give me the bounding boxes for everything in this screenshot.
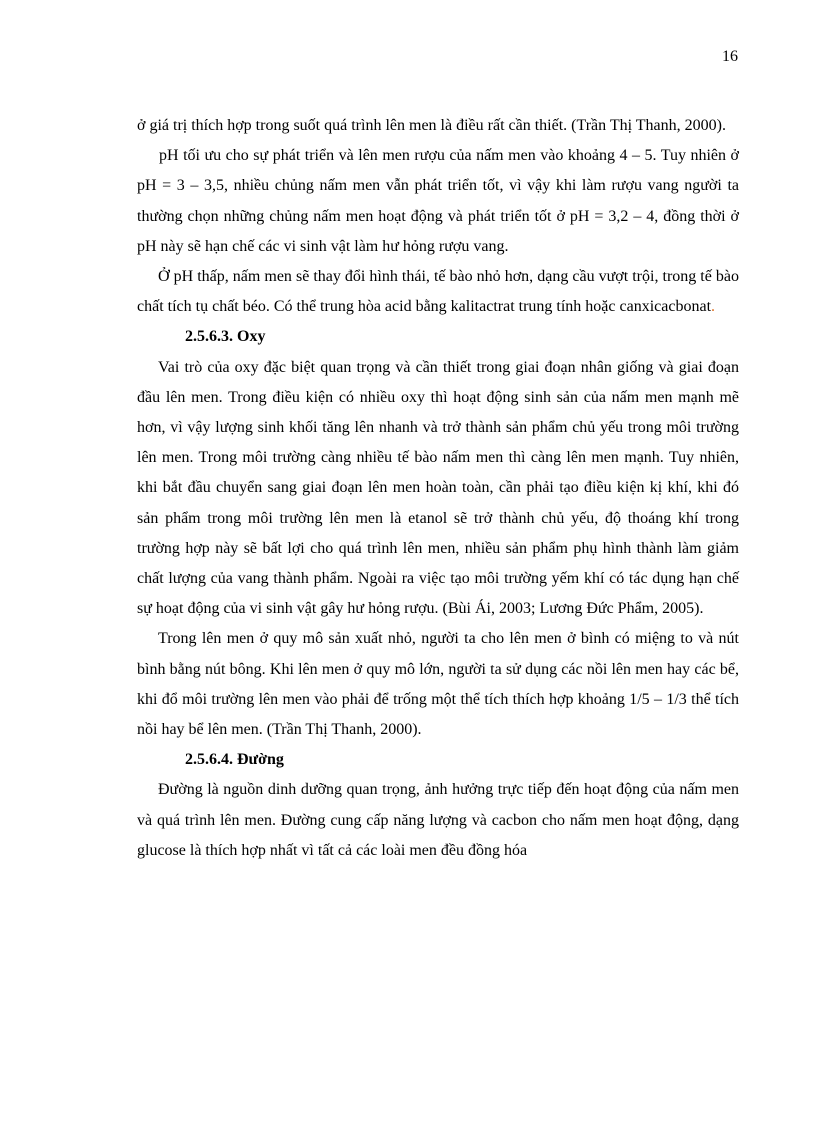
paragraph-fermentation-scale: Trong lên men ở quy mô sản xuất nhỏ, người ta cho lên men ở bình có miệng to và nút bình bằng nút bông. Khi lên men ở quy mô lớn, người ta sử dụng các nồi lên men hay các bể, khi đổ môi trường lên men vào phải để trống một thể tích thích hợp khoảng 1/5 – 1/3 thể tích nồi hay bể lên men. (Trần Thị Thanh, 2000). xyxy=(137,630,739,739)
section-heading-sugar: 2.5.6.4. Đường xyxy=(185,751,284,769)
section-heading-oxy: 2.5.6.3. Oxy xyxy=(185,328,266,346)
paragraph-low-ph xyxy=(137,262,739,322)
paragraph-low-ph-period: . xyxy=(711,298,716,316)
document-body xyxy=(137,111,739,866)
paragraph-oxy-role: Vai trò của oxy đặc biệt quan trọng và cần thiết trong giai đoạn nhân giống và giai đoạn đầu lên men. Trong điều kiện có nhiều oxy thì hoạt động sinh sản của nấm men mạnh mẽ hơn, vì vậy lượng sinh khối tăng lên nhanh và trở thành sản phẩm chủ yếu trong môi trường lên men. Trong môi trường càng nhiều tế bào nấm men thì càng lên men mạnh. Tuy nhiên, khi bắt đầu chuyển sang giai đoạn lên men hoàn toàn, cần phải tạo điều kiện kị khí, khi đó sản phẩm trong môi trường lên men là etanol sẽ trở thành chủ yếu, độ thoáng khí trong trường hợp này sẽ bất lợi cho quá trình lên men, nhiều sản phẩm phụ hình thành làm giảm chất lượng của vang thành phẩm. Ngoài ra việc tạo môi trường yếm khí có tác dụng hạn chế sự hoạt động của vi sinh vật gây hư hỏng rượu. (Bùi Ái, 2003; Lương Đức Phẩm, 2005). xyxy=(137,358,739,618)
paragraph-ph-optimum: pH tối ưu cho sự phát triển và lên men rượu của nấm men vào khoảng 4 – 5. Tuy nhiên ở pH = 3 – 3,5, nhiều chủng nấm men vẫn phát triển tốt, vì vậy khi làm rượu vang người ta thường chọn những chủng nấm men hoạt động và phát triển tốt ở pH = 3,2 – 4, đồng thời ở pH này sẽ hạn chế các vi sinh vật làm hư hỏng rượu vang. xyxy=(137,147,739,255)
paragraph-low-ph-text: Ở pH thấp, nấm men sẽ thay đổi hình thái, tế bào nhỏ hơn, dạng cầu vượt trội, trong tế bào chất tích tụ chất béo. Có thể trung hòa acid bằng kalitactrat trung tính hoặc canxicacbonat xyxy=(137,268,739,316)
paragraph-continuation: ở giá trị thích hợp trong suốt quá trình lên men là điều rất cần thiết. (Trần Thị Thanh, 2000). xyxy=(137,117,726,134)
paragraph-sugar: Đường là nguồn dinh dưỡng quan trọng, ảnh hưởng trực tiếp đến hoạt động của nấm men và quá trình lên men. Đường cung cấp năng lượng và cacbon cho nấm men hoạt động, dạng glucose là thích hợp nhất vì tất cả các loài men đều đồng hóa xyxy=(137,781,739,859)
page-number: 16 xyxy=(722,48,738,65)
